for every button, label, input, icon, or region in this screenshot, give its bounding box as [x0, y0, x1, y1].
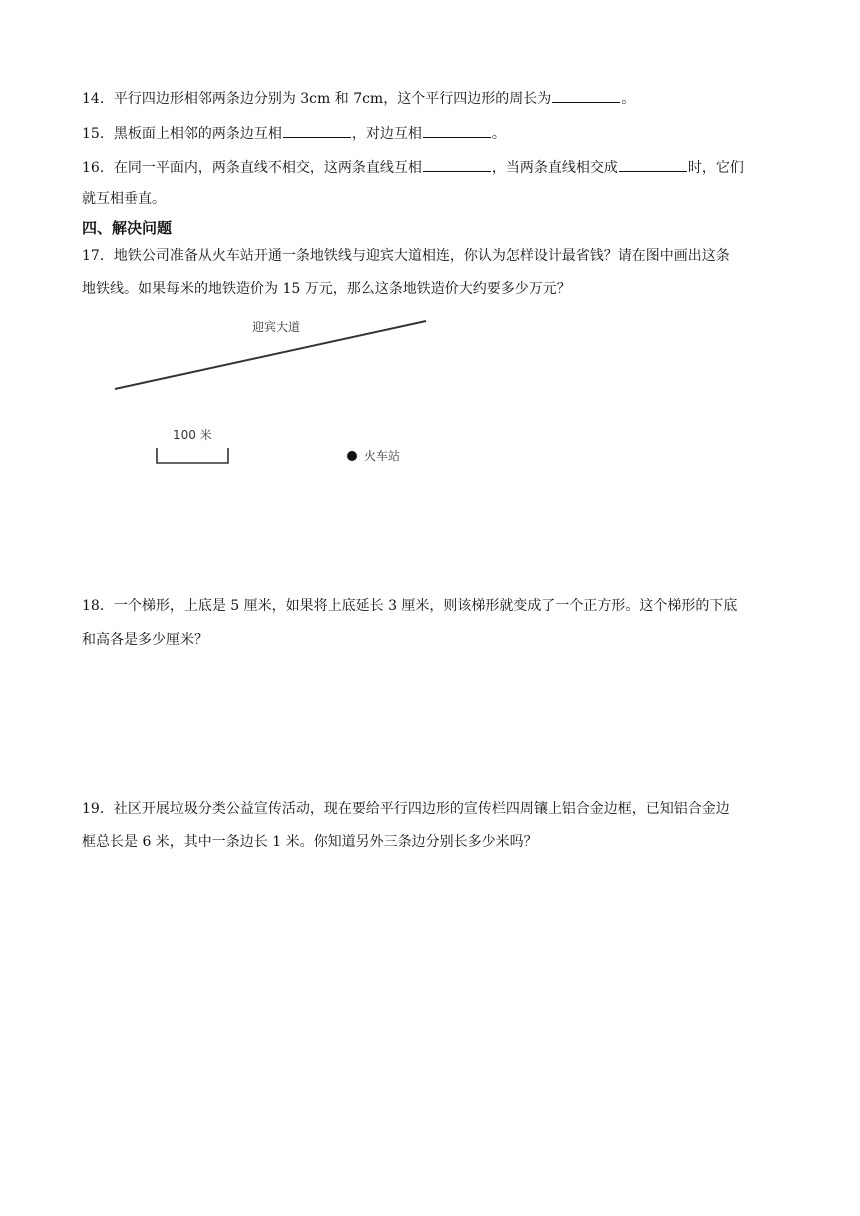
question-15 — [82, 123, 506, 144]
question-16-line2: 就互相垂直。 — [82, 191, 166, 207]
question-16 — [82, 157, 744, 178]
question-14-text: 14．平行四边形相邻两条边分别为 3cm 和 7cm，这个平行四边形的周长为 — [82, 91, 552, 107]
answer-blank[interactable] — [619, 157, 687, 172]
question-16-text: 16．在同一平面内，两条直线不相交，这两条直线互相 — [82, 160, 422, 176]
question-16-mid: ，当两条直线相交成 — [491, 160, 618, 176]
question-18-line1: 18．一个梯形，上底是 5 厘米，如果将上底延长 3 厘米，则该梯形就变成了一个正方形。这个梯形的下底 — [82, 598, 738, 614]
scale-bar — [157, 448, 228, 463]
question-15-text: 15．黑板面上相邻的两条边互相 — [82, 126, 282, 142]
answer-blank[interactable] — [552, 88, 620, 103]
map-figure — [100, 310, 440, 480]
answer-blank[interactable] — [423, 157, 491, 172]
question-16-end: 时，它们 — [687, 160, 744, 176]
station-label: 火车站 — [364, 449, 401, 463]
station-dot — [347, 451, 357, 461]
question-17-line2: 地铁线。如果每米的地铁造价为 15 万元，那么这条地铁造价大约要多少万元？ — [82, 281, 571, 297]
answer-blank[interactable] — [283, 123, 351, 138]
question-14 — [82, 88, 635, 109]
question-15-end: 。 — [491, 126, 506, 142]
question-17-line1: 17．地铁公司准备从火车站开通一条地铁线与迎宾大道相连，你认为怎样设计最省钱？请在图中画出这条 — [82, 248, 730, 264]
question-14-end: 。 — [621, 91, 636, 107]
road-label: 迎宾大道 — [252, 320, 301, 334]
answer-blank[interactable] — [423, 123, 491, 138]
scale-label: 100 米 — [173, 428, 212, 442]
question-19-line2: 框总长是 6 米，其中一条边长 1 米。你知道另外三条边分别长多少米吗？ — [82, 834, 538, 850]
section-title: 四、解决问题 — [82, 219, 173, 237]
question-15-mid: ，对边互相 — [351, 126, 422, 142]
question-18-line2: 和高各是多少厘米？ — [82, 632, 208, 648]
question-19-line1: 19．社区开展垃圾分类公益宣传活动，现在要给平行四边形的宣传栏四周镶上铝合金边框，已知铝合金边 — [82, 801, 730, 817]
